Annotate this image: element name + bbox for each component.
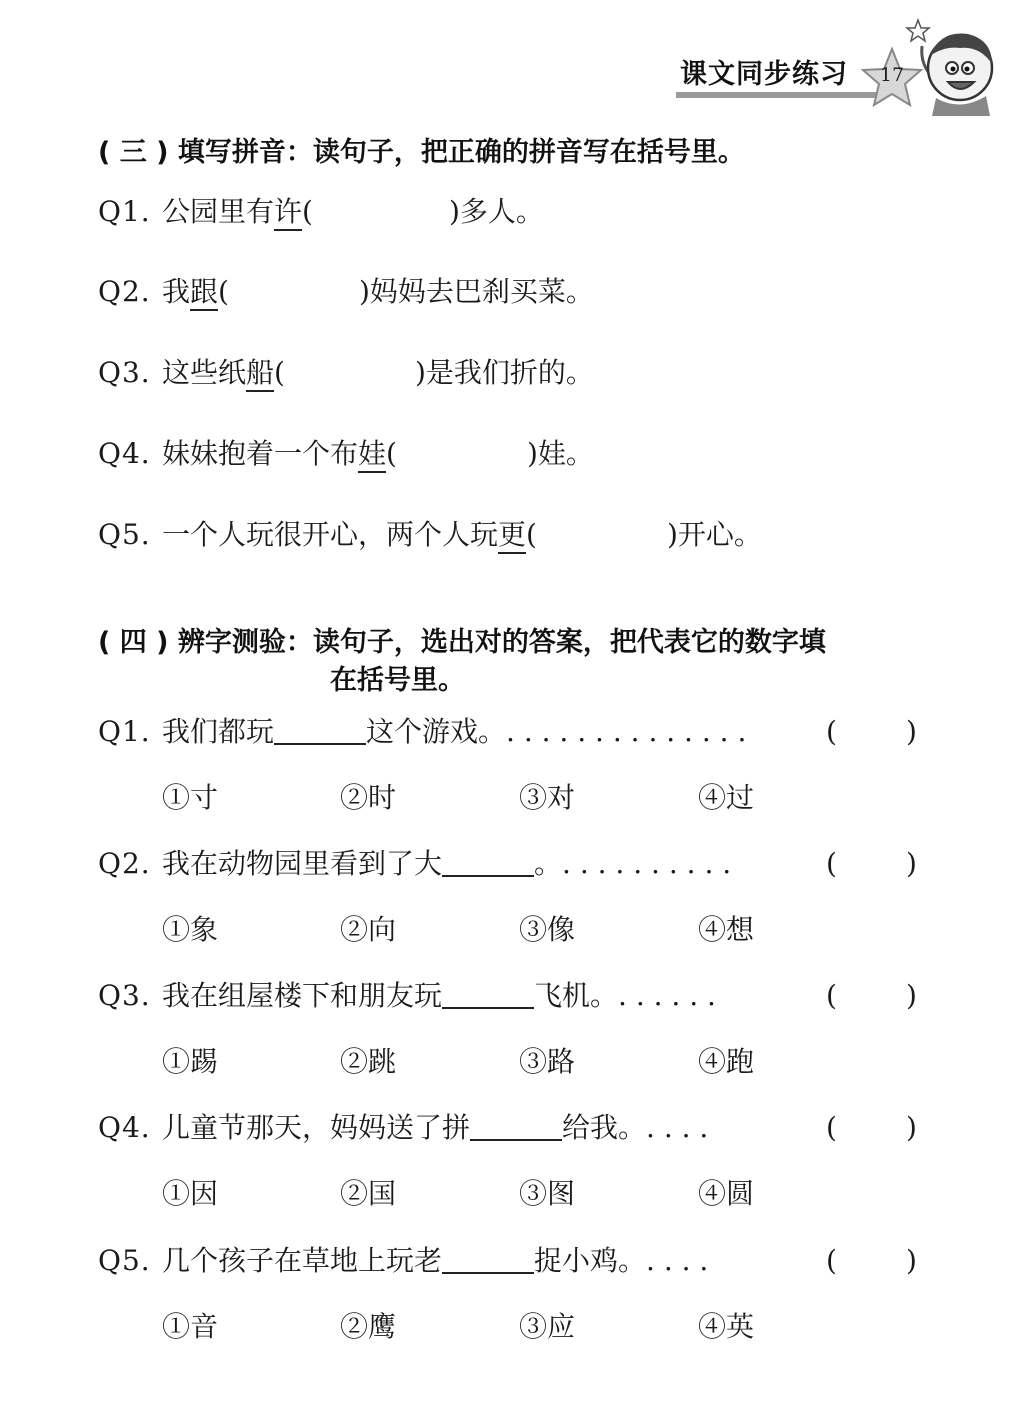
answer-open-paren: ( — [826, 1111, 837, 1144]
option-4: ④跑 — [698, 1045, 755, 1078]
answer-close-paren: ) — [906, 1111, 917, 1144]
question-number: Q4. — [98, 437, 151, 470]
option-1: ①音 — [162, 1310, 219, 1343]
mascot-boy-icon — [900, 16, 1000, 116]
question-text-end: 多人。 — [459, 195, 544, 228]
question-number: Q5. — [98, 518, 151, 551]
open-paren: ( — [526, 518, 537, 551]
question-text-end: 娃。 — [537, 437, 594, 470]
option-4: ④圆 — [698, 1177, 755, 1210]
question-text: 一个人玩很开心，两个人玩 — [162, 518, 499, 551]
close-paren: ) — [448, 195, 460, 228]
question-number: Q3. — [98, 356, 151, 389]
fill-blank — [274, 715, 366, 745]
target-character: 许 — [274, 195, 302, 231]
open-paren: ( — [274, 356, 285, 389]
question-text-end: 捉小鸡。 — [534, 1244, 647, 1277]
section-4-heading: ( 四 ) 辨字测验：读句子，选出对的答案，把代表它的数字填 — [98, 627, 826, 658]
fill-blank — [442, 979, 534, 1009]
choice-question-3 — [98, 976, 716, 1016]
pinyin-question-1 — [98, 192, 544, 232]
question-number: Q2. — [98, 847, 151, 880]
answer-open-paren: ( — [826, 715, 837, 748]
target-character: 跟 — [190, 275, 218, 311]
choice-question-5 — [98, 1241, 708, 1281]
close-paren: ) — [526, 437, 538, 470]
question-number: Q5. — [98, 1244, 151, 1277]
option-2: ②鹰 — [340, 1310, 397, 1343]
option-1: ①寸 — [162, 781, 219, 814]
question-number: Q1. — [98, 195, 151, 228]
leader-dots: . . . . — [646, 1111, 709, 1144]
option-3: ③对 — [519, 781, 576, 814]
fill-blank — [470, 1111, 562, 1141]
option-2: ②时 — [340, 781, 397, 814]
question-text: 几个孩子在草地上玩老 — [162, 1244, 443, 1277]
option-4: ④过 — [698, 781, 755, 814]
question-text: 我 — [162, 275, 191, 308]
question-text: 妹妹抱着一个布 — [162, 437, 359, 470]
option-3: ③像 — [519, 913, 576, 946]
option-2: ②跳 — [340, 1045, 397, 1078]
answer-open-paren: ( — [826, 979, 837, 1012]
question-number: Q4. — [98, 1111, 151, 1144]
question-text: 公园里有 — [162, 195, 275, 228]
question-number: Q3. — [98, 979, 151, 1012]
option-1: ①象 — [162, 913, 219, 946]
question-text: 我在动物园里看到了大 — [162, 847, 443, 880]
question-text: 这些纸 — [162, 356, 247, 389]
target-character: 更 — [498, 518, 526, 554]
leader-dots: . . . . — [646, 1244, 709, 1277]
option-2: ②国 — [340, 1177, 397, 1210]
question-text-end: 飞机。 — [534, 979, 619, 1012]
answer-close-paren: ) — [906, 979, 917, 1012]
pinyin-question-5 — [98, 515, 762, 555]
choice-question-2 — [98, 844, 731, 884]
question-text: 我在组屋楼下和朋友玩 — [162, 979, 443, 1012]
question-text: 我们都玩 — [162, 715, 275, 748]
section-4-heading-continued: 在括号里。 — [330, 665, 465, 696]
page-number: 17 — [879, 64, 905, 86]
question-number: Q1. — [98, 715, 151, 748]
fill-blank — [442, 847, 534, 877]
header-title: 课文同步练习 — [680, 59, 848, 90]
open-paren: ( — [386, 437, 397, 470]
question-text: 儿童节那天，妈妈送了拼 — [162, 1111, 471, 1144]
answer-open-paren: ( — [826, 1244, 837, 1277]
option-1: ①踢 — [162, 1045, 219, 1078]
option-3: ③应 — [519, 1310, 576, 1343]
answer-close-paren: ) — [906, 1244, 917, 1277]
leader-dots: . . . . . . . . . . — [562, 847, 732, 880]
question-text-end: 妈妈去巴刹买菜。 — [369, 275, 594, 308]
close-paren: ) — [358, 275, 370, 308]
option-3: ③图 — [519, 1177, 576, 1210]
pinyin-question-3 — [98, 353, 594, 393]
pinyin-question-2 — [98, 272, 594, 312]
option-3: ③路 — [519, 1045, 576, 1078]
leader-dots: . . . . . . — [618, 979, 716, 1012]
question-text-end: 。 — [534, 847, 563, 880]
question-text-end: 给我。 — [562, 1111, 647, 1144]
close-paren: ) — [414, 356, 426, 389]
open-paren: ( — [302, 195, 313, 228]
answer-open-paren: ( — [826, 847, 837, 880]
answer-close-paren: ) — [906, 715, 917, 748]
question-text-end: 这个游戏。 — [366, 715, 507, 748]
close-paren: ) — [666, 518, 678, 551]
choice-question-4 — [98, 1108, 708, 1148]
question-text-end: 开心。 — [677, 518, 762, 551]
question-text-end: 是我们折的。 — [425, 356, 594, 389]
leader-dots: . . . . . . . . . . . . . . — [506, 715, 747, 748]
option-4: ④想 — [698, 913, 755, 946]
answer-close-paren: ) — [906, 847, 917, 880]
question-number: Q2. — [98, 275, 151, 308]
fill-blank — [442, 1244, 534, 1274]
section-3-heading: ( 三 ) 填写拼音：读句子，把正确的拼音写在括号里。 — [98, 137, 745, 168]
target-character: 船 — [246, 356, 274, 392]
open-paren: ( — [218, 275, 229, 308]
header-underline — [676, 92, 884, 98]
choice-question-1 — [98, 712, 746, 752]
option-2: ②向 — [340, 913, 397, 946]
option-1: ①因 — [162, 1177, 219, 1210]
target-character: 娃 — [358, 437, 386, 473]
pinyin-question-4 — [98, 434, 594, 474]
option-4: ④英 — [698, 1310, 755, 1343]
